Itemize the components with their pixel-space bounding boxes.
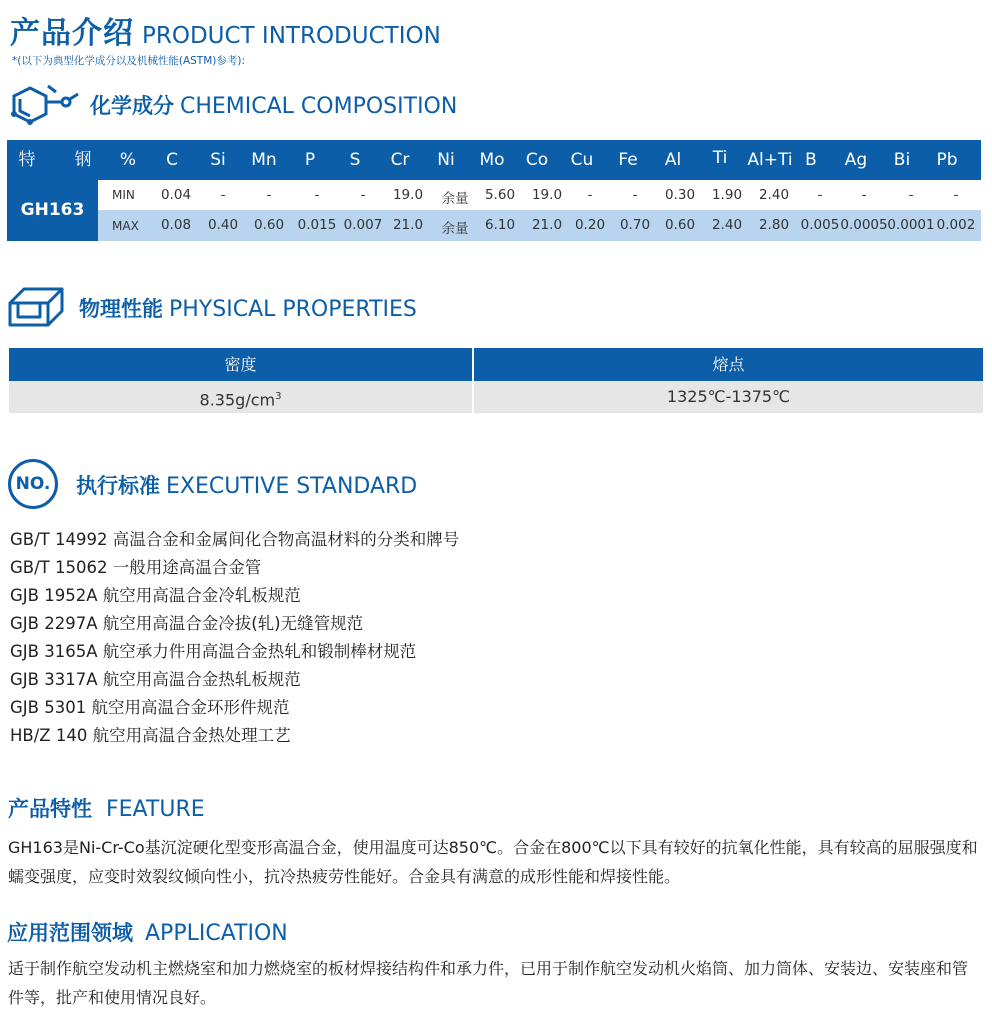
density-value: 8.35g/cm: [199, 390, 276, 410]
page-header: [10, 8, 441, 52]
chem-cell: 0.002: [936, 217, 976, 233]
chem-cell: 0.70: [619, 217, 651, 233]
chem-header: Ag: [844, 150, 868, 170]
chem-cell: -: [817, 187, 823, 203]
chem-cell: 1.90: [711, 187, 743, 203]
feature-title-en: FEATURE: [106, 797, 205, 822]
chem-header: Mn: [251, 150, 277, 170]
chem-cell: 0.04: [160, 187, 192, 203]
standard-item: HB/Z 140 航空用高温合金热处理工艺: [10, 726, 291, 745]
chem-header: P: [304, 150, 316, 170]
density-exponent: 3: [275, 391, 282, 402]
chem-cell: 0.20: [574, 217, 606, 233]
chem-cell: 余量: [441, 221, 469, 237]
chem-header: Ni: [437, 150, 455, 170]
chem-cell: -: [632, 187, 638, 203]
standard-item: GJB 5301 航空用高温合金环形件规范: [10, 698, 290, 717]
page-title-cn: 产品介绍: [10, 16, 134, 51]
chem-cell: 0.08: [160, 217, 192, 233]
chem-cell: 0.015: [297, 217, 337, 233]
chem-cell: -: [861, 187, 867, 203]
chem-header: Cr: [390, 150, 410, 170]
steel-bar-icon: [8, 283, 64, 327]
chem-row-max: [98, 210, 981, 241]
chem-header-row: [7, 140, 981, 180]
phys-header-density: 密度: [9, 348, 472, 381]
chemical-composition-table: [7, 140, 981, 241]
application-title-cn: 应用范围领域: [7, 921, 133, 945]
chem-header-grade-2: 钢: [74, 150, 92, 170]
molecule-icon: [8, 82, 80, 128]
physical-section-title: [79, 293, 417, 323]
chem-header: B: [805, 150, 817, 170]
physical-title-cn: 物理性能: [79, 297, 163, 321]
chem-cell: 0.60: [253, 217, 285, 233]
chem-cell: -: [953, 187, 959, 203]
standard-item: GB/T 14992 高温合金和金属间化合物高温材料的分类和牌号: [10, 530, 460, 549]
chem-cell: -: [908, 187, 914, 203]
chemical-title-cn: 化学成分: [90, 94, 174, 118]
chem-header: Al: [664, 150, 682, 170]
chem-header: Pb: [936, 150, 958, 170]
chem-cell: 0.30: [664, 187, 696, 203]
standard-item: GJB 2297A 航空用高温合金冷拔(轧)无缝管规范: [10, 614, 364, 633]
standard-item: GJB 1952A 航空用高温合金冷轧板规范: [10, 586, 301, 605]
chem-header: Cu: [570, 150, 594, 170]
chem-cell: 0.40: [207, 217, 239, 233]
standard-item: GB/T 15062 一般用途高温合金管: [10, 558, 262, 577]
chem-row-min: [98, 180, 981, 210]
chem-row-label: MIN: [112, 188, 135, 202]
feature-title-cn: 产品特性: [8, 797, 92, 821]
chem-header: S: [349, 150, 361, 170]
standard-item: GJB 3165A 航空承力件用高温合金热轧和锻制棒材规范: [10, 642, 417, 661]
chem-cell: 0.0005: [840, 217, 888, 233]
chem-cell: 21.0: [392, 217, 424, 233]
header-note: *(以下为典型化学成分以及机械性能(ASTM)参考):: [12, 55, 245, 67]
chem-header: C: [166, 150, 178, 170]
physical-properties-table: [9, 348, 983, 413]
no-badge-icon: NO.: [8, 459, 58, 509]
phys-header-melting: 熔点: [474, 348, 983, 381]
chem-cell: 5.60: [484, 187, 516, 203]
chem-cell: 6.10: [484, 217, 516, 233]
standard-item: GJB 3317A 航空用高温合金热轧板规范: [10, 670, 301, 689]
chem-header: Ti: [712, 148, 728, 168]
standard-section-title: [76, 470, 417, 500]
chemical-title-en: CHEMICAL COMPOSITION: [180, 94, 458, 119]
chem-header: Mo: [479, 150, 505, 170]
chem-cell: -: [220, 187, 226, 203]
physical-title-en: PHYSICAL PROPERTIES: [169, 297, 417, 322]
phys-value-density: [9, 381, 472, 413]
chem-cell: 余量: [441, 191, 469, 207]
standard-title-cn: 执行标准: [76, 474, 160, 498]
chem-header: %: [119, 150, 137, 170]
chem-cell: 2.40: [758, 187, 790, 203]
chem-header: Al+Ti: [747, 150, 793, 170]
chem-header-grade-1: 特: [18, 150, 36, 170]
page-title-en: PRODUCT INTRODUCTION: [142, 23, 441, 49]
chem-cell: 0.007: [343, 217, 383, 233]
chem-grade-cell: GH163: [7, 180, 98, 241]
chemical-section-title: [90, 90, 457, 120]
chem-cell: -: [266, 187, 272, 203]
chem-header: Si: [210, 150, 226, 170]
standard-title-en: EXECUTIVE STANDARD: [166, 474, 418, 499]
application-title-en: APPLICATION: [145, 921, 288, 946]
chem-cell: 19.0: [531, 187, 563, 203]
feature-section-title: [8, 793, 205, 823]
chem-cell: 0.0001: [887, 217, 935, 233]
feature-text: GH163是Ni-Cr-Co基沉淀硬化型变形高温合金，使用温度可达850℃。合金在800℃以下具有较好的抗氧化性能，具有较高的屈服强度和蠕变强度，应变时效裂纹倾向性小，抗冷热疲劳性能好。合金具有满意的成形性能和焊接性能。: [8, 838, 978, 886]
application-text: 适于制作航空发动机主燃烧室和加力燃烧室的板材焊接结构件和承力件，已用于制作航空发动机火焰筒、加力筒体、安装边、安装座和管件等，批产和使用情况良好。: [8, 959, 969, 1007]
chem-cell: -: [587, 187, 593, 203]
chem-cell: -: [314, 187, 320, 203]
chem-header: Co: [525, 150, 549, 170]
chem-row-label: MAX: [112, 219, 139, 233]
chem-cell: 2.80: [758, 217, 790, 233]
chem-cell: 2.40: [711, 217, 743, 233]
chem-cell: 19.0: [392, 187, 424, 203]
chem-cell: 0.005: [800, 217, 840, 233]
standard-list: [10, 526, 459, 750]
chem-cell: 21.0: [531, 217, 563, 233]
chem-header: Fe: [618, 150, 638, 170]
chem-cell: 0.60: [664, 217, 696, 233]
chem-header: Bi: [893, 150, 911, 170]
application-section-title: [7, 917, 288, 947]
chem-cell: -: [360, 187, 366, 203]
phys-value-melting: 1325℃-1375℃: [474, 381, 983, 413]
